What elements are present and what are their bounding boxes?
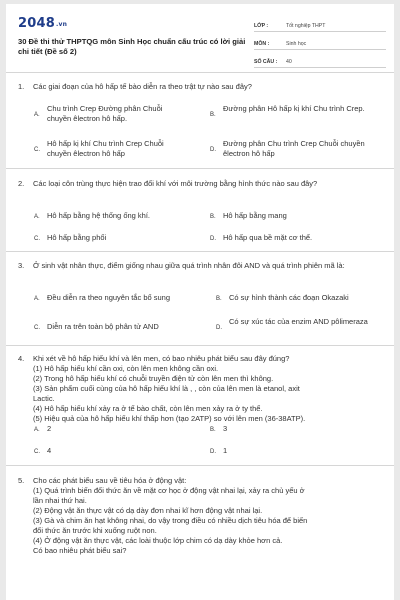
option-text: Đường phân Chu trình Crep Chuỗi chuyền êlectron hô hấp <box>223 139 365 158</box>
option-text: Chu trình Crep Đường phân Chuỗi chuyền êlectron hô hấp. <box>47 104 163 123</box>
question-4 <box>18 354 384 424</box>
question-text: Các giai đoạn của hô hấp tế bào diễn ra theo trật tự nào sau đây? <box>33 82 252 91</box>
option-letter: A. <box>34 112 40 118</box>
statement: (4) Hô hấp hiếu khí xảy ra ở tế bào chất, còn lên men xảy ra ở ty thể. <box>33 404 263 413</box>
option-text: 2 <box>47 424 52 433</box>
question-number: 1. <box>18 82 25 91</box>
meta-value: Sinh học <box>286 41 307 47</box>
option-3a[interactable] <box>34 293 210 303</box>
option-letter: B. <box>216 296 222 302</box>
option-letter: D. <box>216 325 222 331</box>
option-3c[interactable] <box>34 322 210 332</box>
question-text: Ở sinh vật nhân thực, điểm giống nhau giữa quá trình nhân đôi AND và quá trình phiên mã là: <box>33 261 345 270</box>
statement: lần nhai thứ hai. <box>33 496 87 505</box>
meta-row-count <box>254 54 386 68</box>
statement: (3) Gà và chim ăn hạt không nhai, do vậy trong điều có nhiều dịch tiêu hóa để biến <box>33 516 308 525</box>
option-2b[interactable] <box>210 211 386 221</box>
statement: (1) Quá trình biến đổi thức ăn về mặt cơ học ở động vật nhai lại, xảy ra chủ yếu ở <box>33 486 305 495</box>
statement: (2) Động vật ăn thực vật có dạ dày đơn nhai kĩ hơn động vật nhai lại. <box>33 506 263 515</box>
question-2 <box>18 179 384 189</box>
divider <box>6 345 394 346</box>
divider <box>6 168 394 169</box>
document-title: 30 Đề thi thử THPTQG môn Sinh Học chuẩn cấu trúc có lời giải chi tiết (Đề số 2) <box>18 37 246 56</box>
option-text: Hô hấp kị khí Chu trình Crep Chuỗi chuyền êlectron hô hấp <box>47 139 164 158</box>
option-letter: A. <box>34 296 40 302</box>
statement: đổi thức ăn trước khi xuống ruột non. <box>33 526 157 535</box>
document-header <box>6 4 394 70</box>
option-letter: D. <box>210 449 216 455</box>
meta-key: MÔN : <box>254 41 270 47</box>
meta-key: LỚP : <box>254 23 269 29</box>
document-page <box>6 4 394 600</box>
option-letter: C. <box>34 325 40 331</box>
statement: Lactic. <box>33 394 55 403</box>
divider <box>6 465 394 466</box>
question-text: Khi xét về hô hấp hiếu khí và lên men, có bao nhiêu phát biểu sau đây đúng? <box>33 354 290 363</box>
option-2d[interactable] <box>210 233 386 243</box>
option-text: Có sự hình thành các đoạn Okazaki <box>229 293 349 302</box>
option-1d[interactable] <box>210 139 386 159</box>
logo-suffix: .vn <box>55 21 68 28</box>
option-4b[interactable] <box>210 424 386 434</box>
site-logo[interactable] <box>18 16 67 31</box>
option-4c[interactable] <box>34 446 204 456</box>
option-text: Hô hấp bằng mang <box>223 211 287 220</box>
question-number: 2. <box>18 179 25 188</box>
statement-list <box>33 486 384 556</box>
option-2c[interactable] <box>34 233 204 243</box>
option-letter: C. <box>34 449 40 455</box>
question-number: 5. <box>18 476 25 485</box>
option-4d[interactable] <box>210 446 386 456</box>
question-number: 3. <box>18 261 25 270</box>
option-letter: C. <box>34 147 40 153</box>
divider <box>6 72 394 73</box>
option-3b[interactable] <box>216 293 386 303</box>
option-1b[interactable] <box>210 104 386 118</box>
option-letter: B. <box>210 214 216 220</box>
option-letter: B. <box>210 112 216 118</box>
option-4a[interactable] <box>34 424 204 434</box>
statement: (3) Sản phẩm cuối cùng của hô hấp hiếu khí là , , còn của lên men là etanol, axit <box>33 384 300 393</box>
question-number: 4. <box>18 354 25 363</box>
option-text: Đều diễn ra theo nguyên tắc bổ sung <box>47 293 171 302</box>
statement: Có bao nhiêu phát biểu sai? <box>33 546 127 555</box>
option-letter: A. <box>34 214 40 220</box>
question-1 <box>18 82 384 92</box>
option-1c[interactable] <box>34 139 186 159</box>
statement: (5) Hiệu quả của hô hấp hiếu khí thấp hơn (tạo 2ATP) so với lên men (36-38ATP). <box>33 414 306 423</box>
meta-key: SỐ CÂU : <box>254 59 278 65</box>
statement: (2) Trong hô hấp hiếu khí có chuỗi truyền điện tử còn lên men thì không. <box>33 374 274 383</box>
option-letter: D. <box>210 147 216 153</box>
question-text: Các loại côn trùng thực hiện trao đổi khí với môi trường bằng hình thức nào sau đây? <box>33 179 318 188</box>
meta-row-class <box>254 18 386 32</box>
option-text: Hô hấp bằng phổi <box>47 233 107 242</box>
meta-value: Tốt nghiệp THPT <box>286 23 326 29</box>
option-text: 1 <box>223 446 228 455</box>
option-1a[interactable] <box>34 104 186 124</box>
option-text: Có sự xúc tác của enzim AND pôlimeraza <box>229 317 368 326</box>
divider <box>6 251 394 252</box>
question-text: Cho các phát biểu sau về tiêu hóa ở động vật: <box>33 476 187 485</box>
statement-list <box>33 364 384 424</box>
exam-meta <box>254 18 386 72</box>
option-letter: C. <box>34 236 40 242</box>
option-2a[interactable] <box>34 211 204 221</box>
statement: (4) Ở động vật ăn thực vật, các loài thuộc lớp chim có dạ dày khỏe hơn cả. <box>33 536 283 545</box>
option-text: Diễn ra trên toàn bộ phân tử AND <box>47 322 159 331</box>
option-letter: A. <box>34 427 40 433</box>
option-text: Hô hấp bằng hệ thống ống khí. <box>47 211 151 220</box>
statement: (1) Hô hấp hiếu khí cần oxi, còn lên men không cần oxi. <box>33 364 219 373</box>
option-text: Hô hấp qua bề mặt cơ thể. <box>223 233 313 242</box>
option-letter: D. <box>210 236 216 242</box>
option-text: 4 <box>47 446 52 455</box>
logo-text: 2048 <box>18 16 55 31</box>
option-text: 3 <box>223 424 228 433</box>
question-3 <box>18 261 384 271</box>
option-3d[interactable] <box>216 317 386 331</box>
question-5 <box>18 476 384 556</box>
option-letter: B. <box>210 427 216 433</box>
meta-value: 40 <box>286 59 292 65</box>
option-text: Đường phân Hô hấp kị khí Chu trình Crep. <box>223 104 365 113</box>
meta-row-subject <box>254 36 386 50</box>
